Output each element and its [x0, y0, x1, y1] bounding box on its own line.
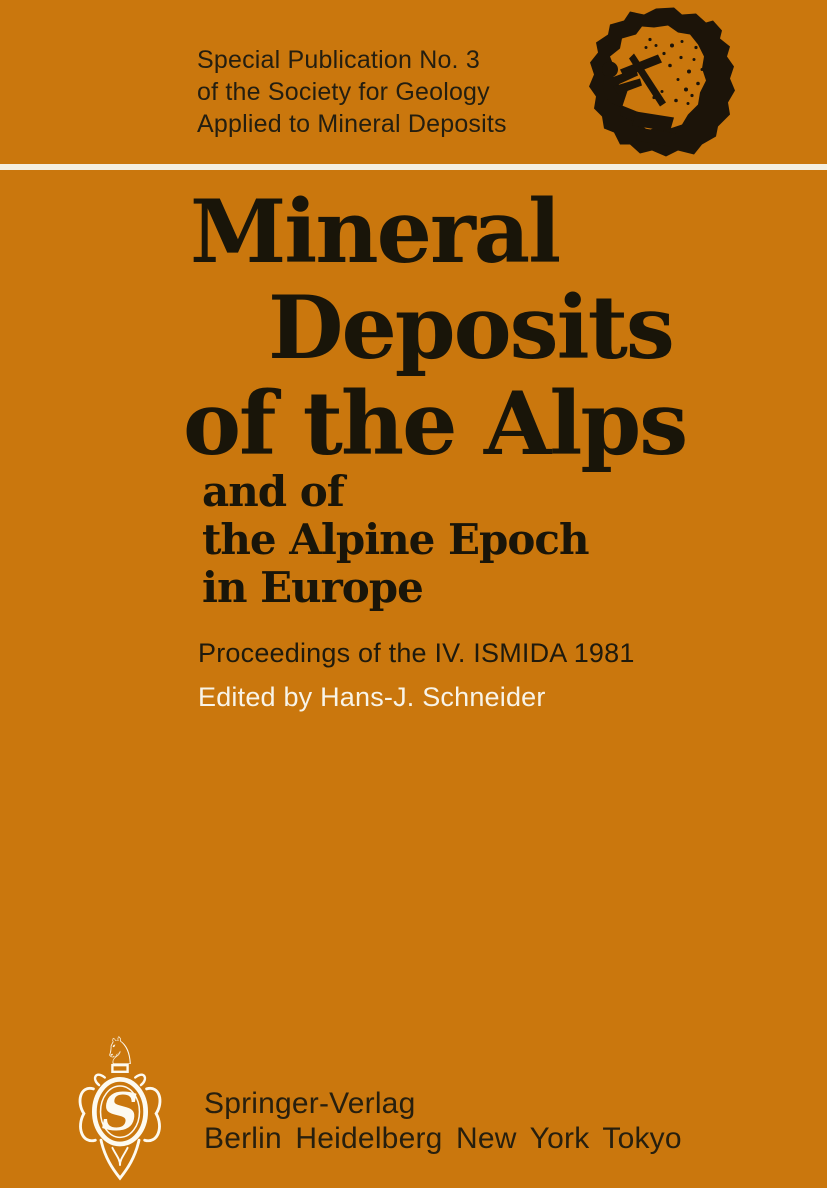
publisher-block — [204, 1086, 682, 1156]
proceedings-line: Proceedings of the IV. ISMIDA 1981 — [198, 638, 635, 668]
title-line-3: of the Alps — [183, 372, 687, 475]
title-line-1: Mineral — [190, 180, 560, 283]
series-header — [197, 44, 507, 140]
divider-rule — [0, 164, 827, 170]
springer-emblem-icon — [70, 1030, 170, 1182]
book-subtitle — [202, 468, 589, 612]
series-line-2: of the Society for Geology — [197, 78, 490, 106]
subtitle-line-2: the Alpine Epoch — [202, 515, 589, 564]
miner-emblem-icon — [586, 5, 736, 158]
editor-line: Edited by Hans-J. Schneider — [198, 682, 546, 712]
publisher-name: Springer-Verlag — [204, 1087, 416, 1120]
publisher-cities: Berlin Heidelberg New York Tokyo — [204, 1122, 682, 1155]
subtitle-line-3: in Europe — [202, 563, 423, 612]
book-title — [183, 180, 687, 475]
series-line-1: Special Publication No. 3 — [197, 46, 480, 74]
subtitle-line-1: and of — [202, 467, 344, 516]
series-line-3: Applied to Mineral Deposits — [197, 110, 507, 138]
medallion-letter: S — [101, 1082, 139, 1143]
knight-icon: ♘ — [102, 1030, 138, 1074]
title-line-2: Deposits — [268, 276, 673, 379]
